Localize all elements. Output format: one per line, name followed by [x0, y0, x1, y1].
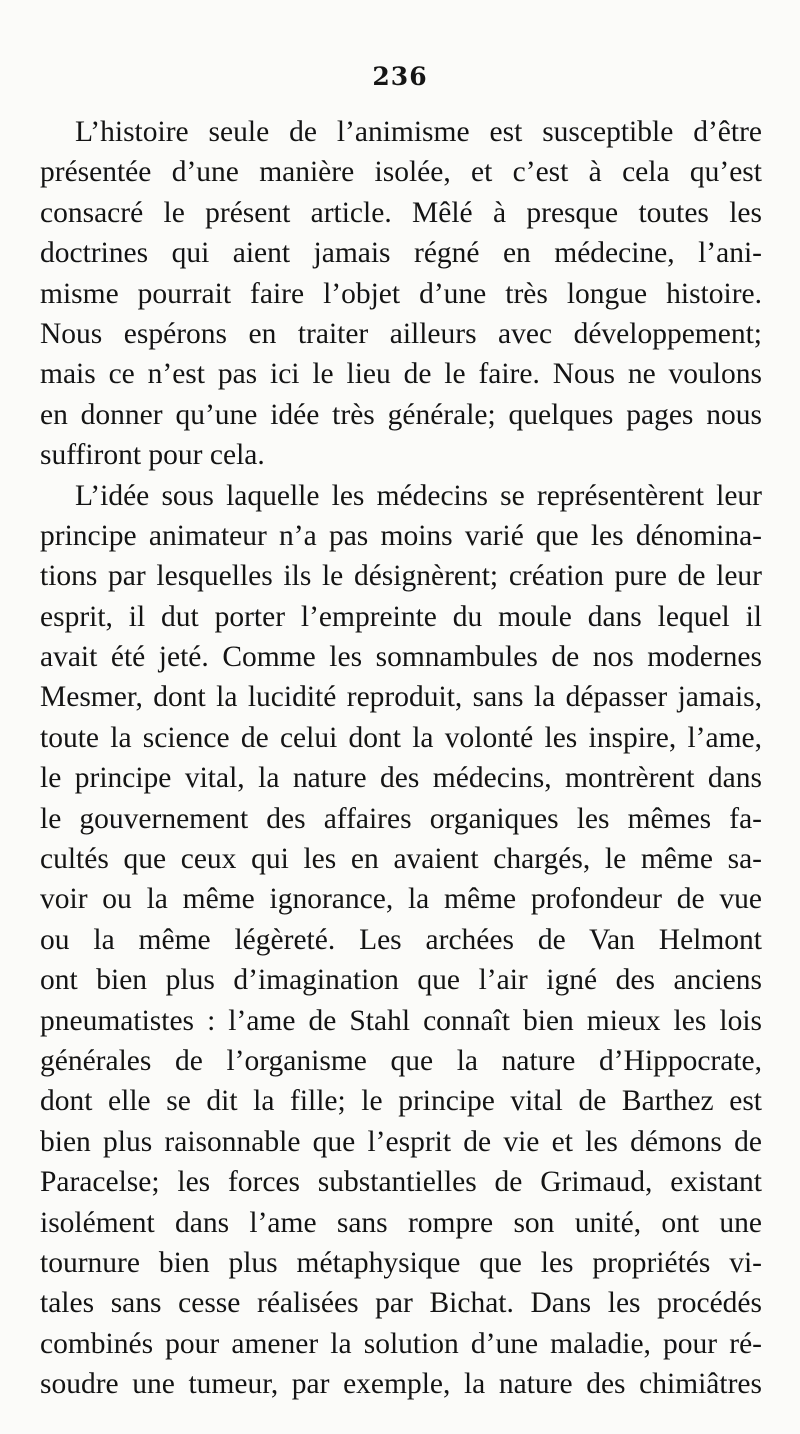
text-line: ou la même légèreté. Les archées de Van Helmont [40, 923, 762, 956]
text-line: Mesmer, dont la lucidité reproduit, sans la dépasser jamais, [40, 681, 762, 714]
text-line: misme pourrait faire l’objet d’une très longue histoire. [40, 277, 762, 310]
text-line: générales de l’organisme que la nature d’Hippocrate, [40, 1044, 762, 1077]
text-line: Paracelse; les forces substantielles de Grimaud, existant [40, 1166, 762, 1199]
paragraph [40, 476, 762, 1405]
page-number: 236 [372, 62, 428, 91]
page-text [40, 112, 762, 1405]
text-line: voir ou la même ignorance, la même profondeur de vue [40, 883, 762, 916]
text-line: principe animateur n’a pas moins varié que les dénomina- [40, 519, 762, 552]
text-line: doctrines qui aient jamais régné en médecine, l’ani- [40, 237, 762, 270]
paragraph [40, 112, 762, 476]
text-line: soudre une tumeur, par exemple, la nature des chimiâtres [40, 1368, 762, 1401]
text-line: le gouvernement des affaires organiques les mêmes fa- [40, 802, 762, 835]
text-line: toute la science de celui dont la volonté les inspire, l’ame, [40, 721, 762, 754]
text-line: L’idée sous laquelle les médecins se représentèrent leur [75, 479, 762, 512]
text-line: bien plus raisonnable que l’esprit de vie et les démons de [40, 1125, 762, 1158]
text-line: ont bien plus d’imagination que l’air igné des anciens [40, 964, 762, 997]
text-line: suffiront pour cela. [40, 439, 265, 472]
text-line: mais ce n’est pas ici le lieu de le faire. Nous ne voulons [40, 358, 762, 391]
text-line: isolément dans l’ame sans rompre son unité, ont une [40, 1206, 762, 1239]
text-line: tions par lesquelles ils le désignèrent; création pure de leur [40, 560, 762, 593]
text-line: esprit, il dut porter l’empreinte du moule dans lequel il [40, 600, 762, 633]
text-line: le principe vital, la nature des médecins, montrèrent dans [40, 762, 762, 795]
text-line: consacré le présent article. Mêlé à presque toutes les [40, 196, 762, 229]
text-line: pneumatistes : l’ame de Stahl connaît bien mieux les lois [40, 1004, 762, 1037]
text-line: avait été jeté. Comme les somnambules de nos modernes [40, 641, 762, 674]
text-line: présentée d’une manière isolée, et c’est à cela qu’est [40, 156, 762, 189]
text-line: tournure bien plus métaphysique que les propriétés vi- [40, 1246, 762, 1279]
text-line: Nous espérons en traiter ailleurs avec développement; [40, 317, 762, 350]
text-line: combinés pour amener la solution d’une maladie, pour ré- [40, 1327, 762, 1360]
text-line: cultés que ceux qui les en avaient chargés, le même sa- [40, 843, 762, 876]
text-line: tales sans cesse réalisées par Bichat. Dans les procédés [40, 1287, 762, 1320]
text-line: dont elle se dit la fille; le principe vital de Barthez est [40, 1085, 762, 1118]
text-line: L’histoire seule de l’animisme est susceptible d’être [75, 116, 762, 148]
text-line: en donner qu’une idée très générale; quelques pages nous [40, 398, 762, 431]
